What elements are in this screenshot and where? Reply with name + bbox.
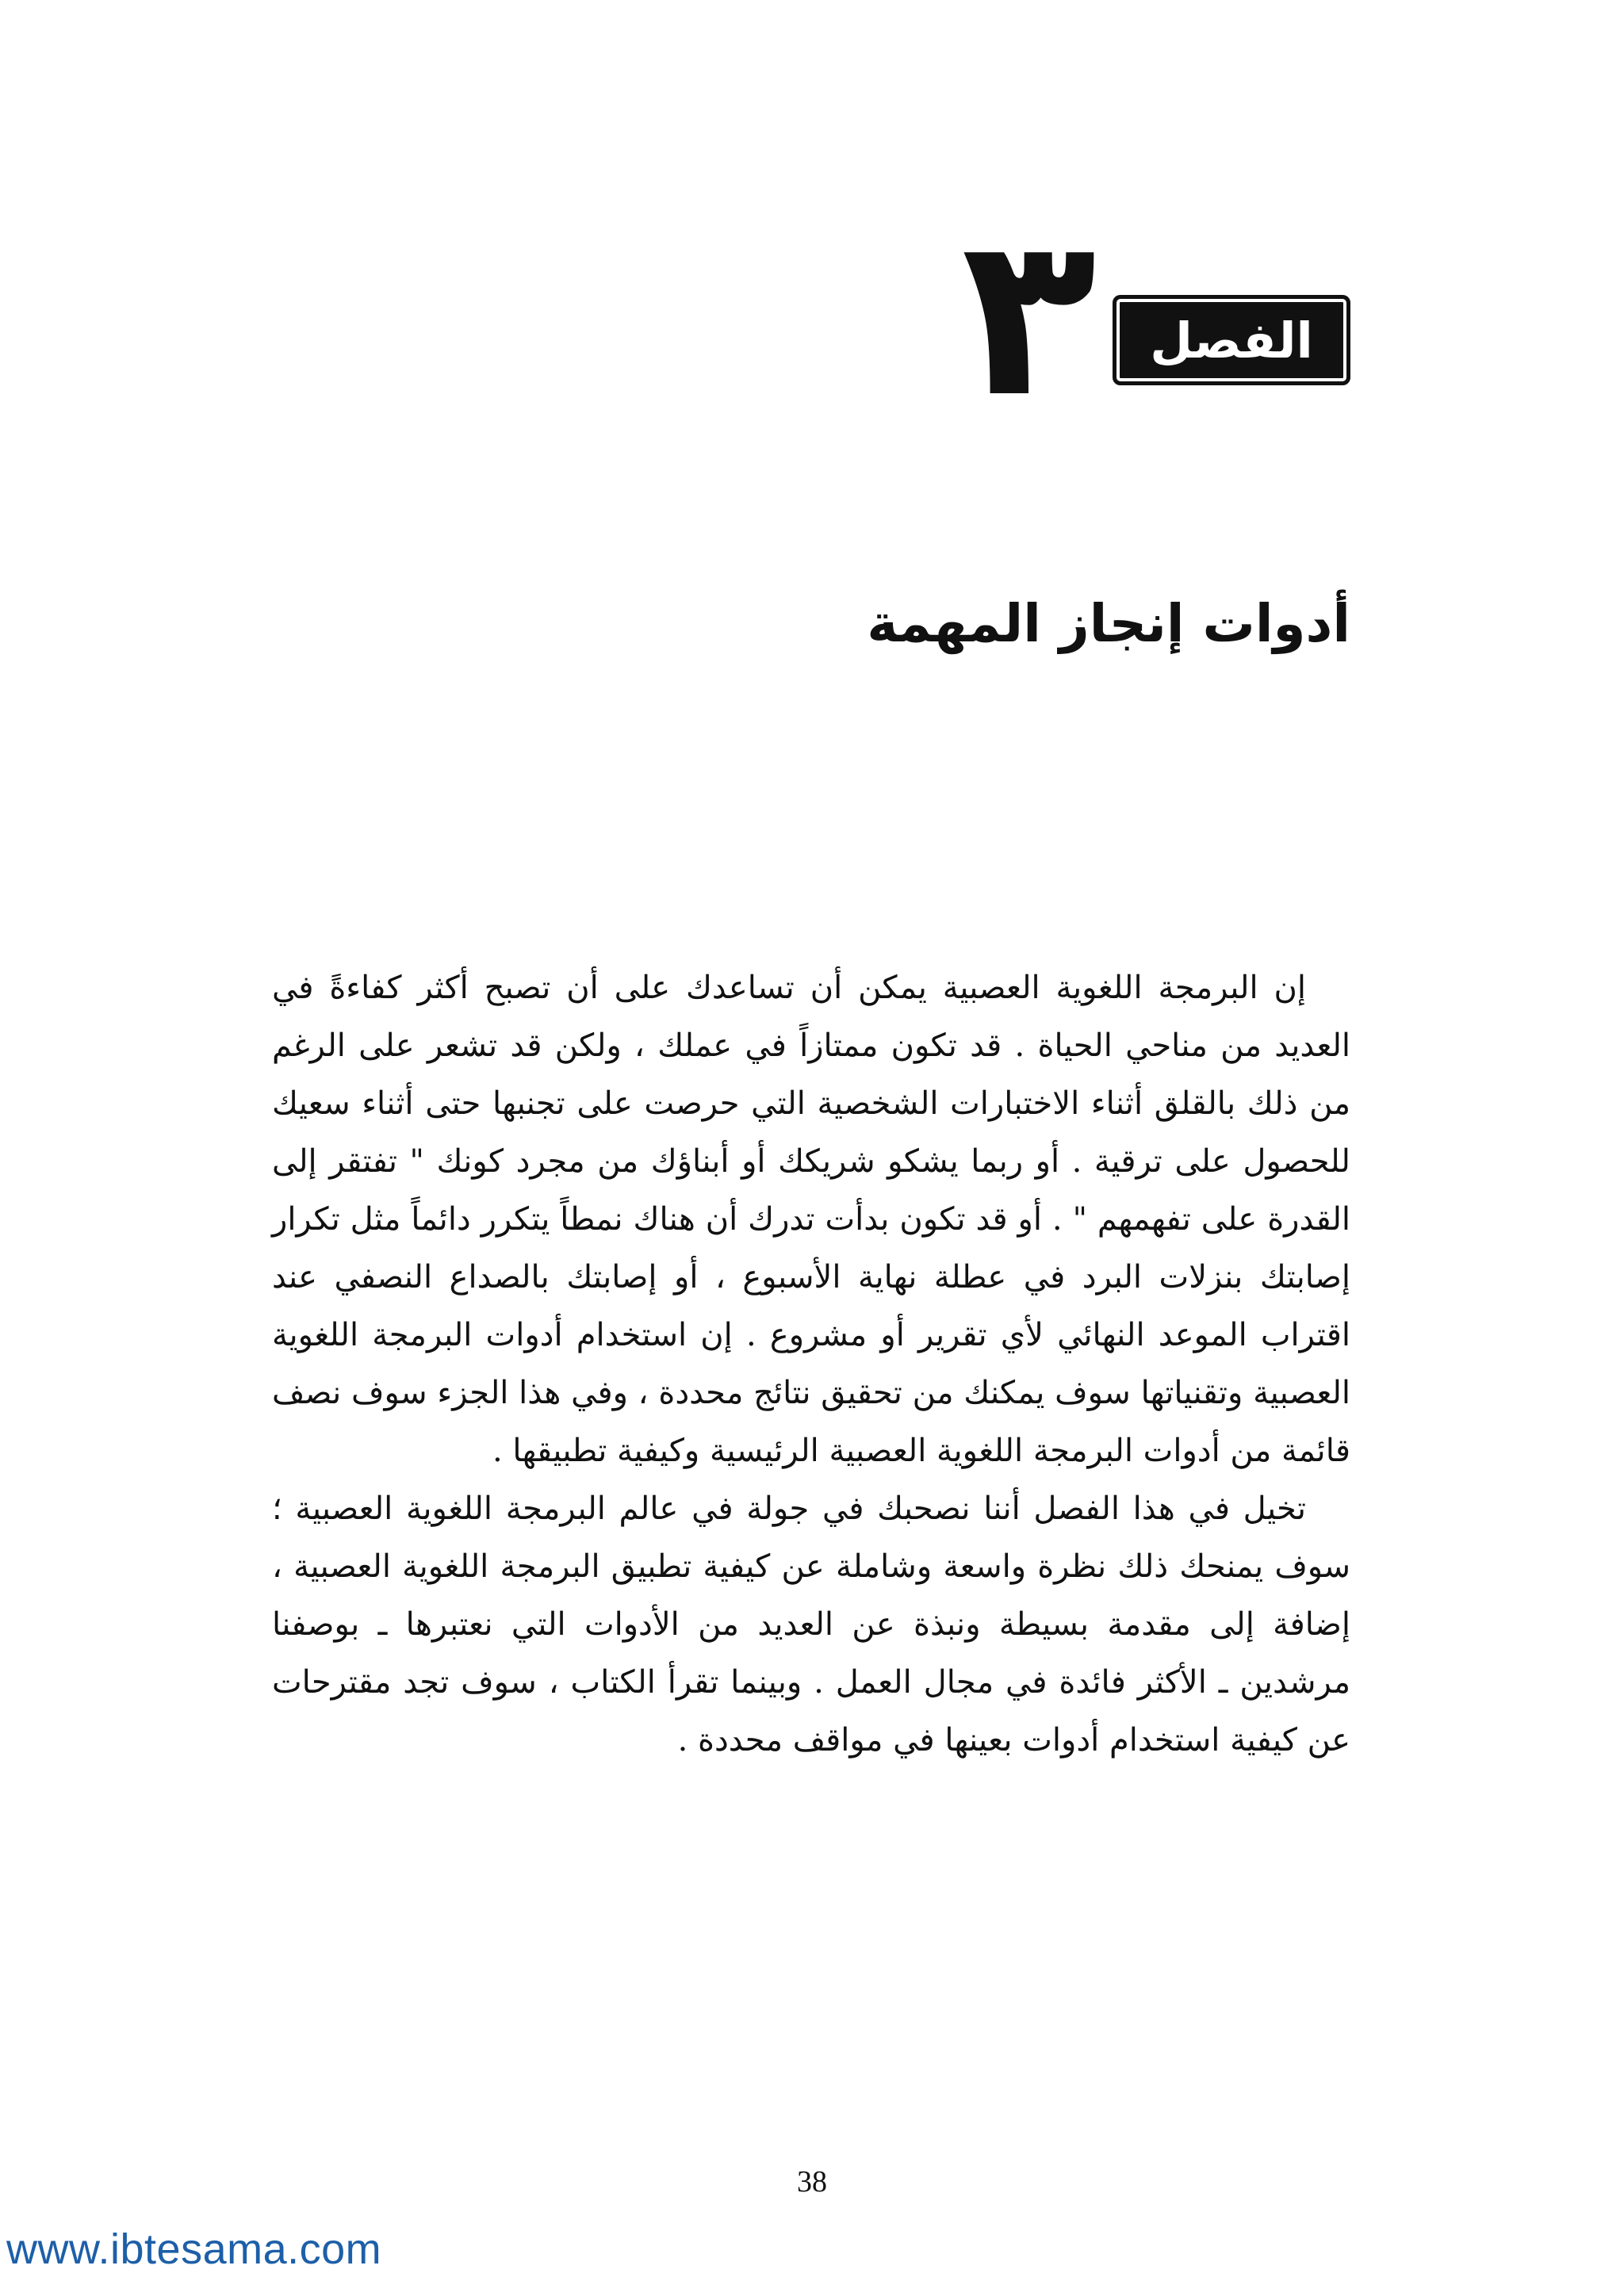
paragraph-2: تخيل في هذا الفصل أننا نصحبك في جولة في عالم البرمجة اللغوية العصبية ؛ سوف يمنحك ذلك نظرة واسعة وشاملة عن كيفية تطبيق البرمجة اللغوية العصبية ، إضافة إلى مقدمة بسيطة ونبذة عن العديد من الأدوات التي نعتبرها ـ بوصفنا مرشدين ـ الأكثر فائدة في مجال العمل . وبينما تقرأ الكتاب ، سوف تجد مقترحات عن كيفية استخدام أدوات بعينها في مواقف محددة . — [272, 1490, 1350, 1758]
chapter-number: ٣ — [961, 188, 1097, 446]
body-text — [272, 959, 1350, 1770]
page-number: 38 — [797, 2165, 827, 2198]
chapter-header — [875, 188, 1350, 446]
chapter-label: الفصل — [1150, 311, 1313, 369]
paragraph-1: إن البرمجة اللغوية العصبية يمكن أن تساعدك على أن تصبح أكثر كفاءةً في العديد من مناحي الحياة . قد تكون ممتازاً في عملك ، ولكن قد تشعر على الرغم من ذلك بالقلق أثناء الاختبارات الشخصية التي حرصت على تجنبها حتى أثناء سعيك للحصول على ترقية . أو ربما يشكو شريكك أو أبناؤك من مجرد كونك " تفتقر إلى القدرة على تفهمهم " . أو قد تكون بدأت تدرك أن هناك نمطاً يتكرر دائماً مثل تكرار إصابتك بنزلات البرد في عطلة نهاية الأسبوع ، أو إصابتك بالصداع النصفي عند اقتراب الموعد النهائي لأي تقرير أو مشروع . إن استخدام أدوات البرمجة اللغوية العصبية وتقنياتها سوف يمكنك من تحقيق نتائج محددة ، وفي هذا الجزء سوف نصف قائمة من أدوات البرمجة اللغوية العصبية الرئيسية وكيفية تطبيقها . — [272, 970, 1350, 1469]
watermark-url: www.ibtesama.com — [6, 2225, 382, 2273]
chapter-label-badge — [1113, 295, 1350, 385]
section-title: أدوات إنجاز المهمة — [867, 593, 1350, 654]
